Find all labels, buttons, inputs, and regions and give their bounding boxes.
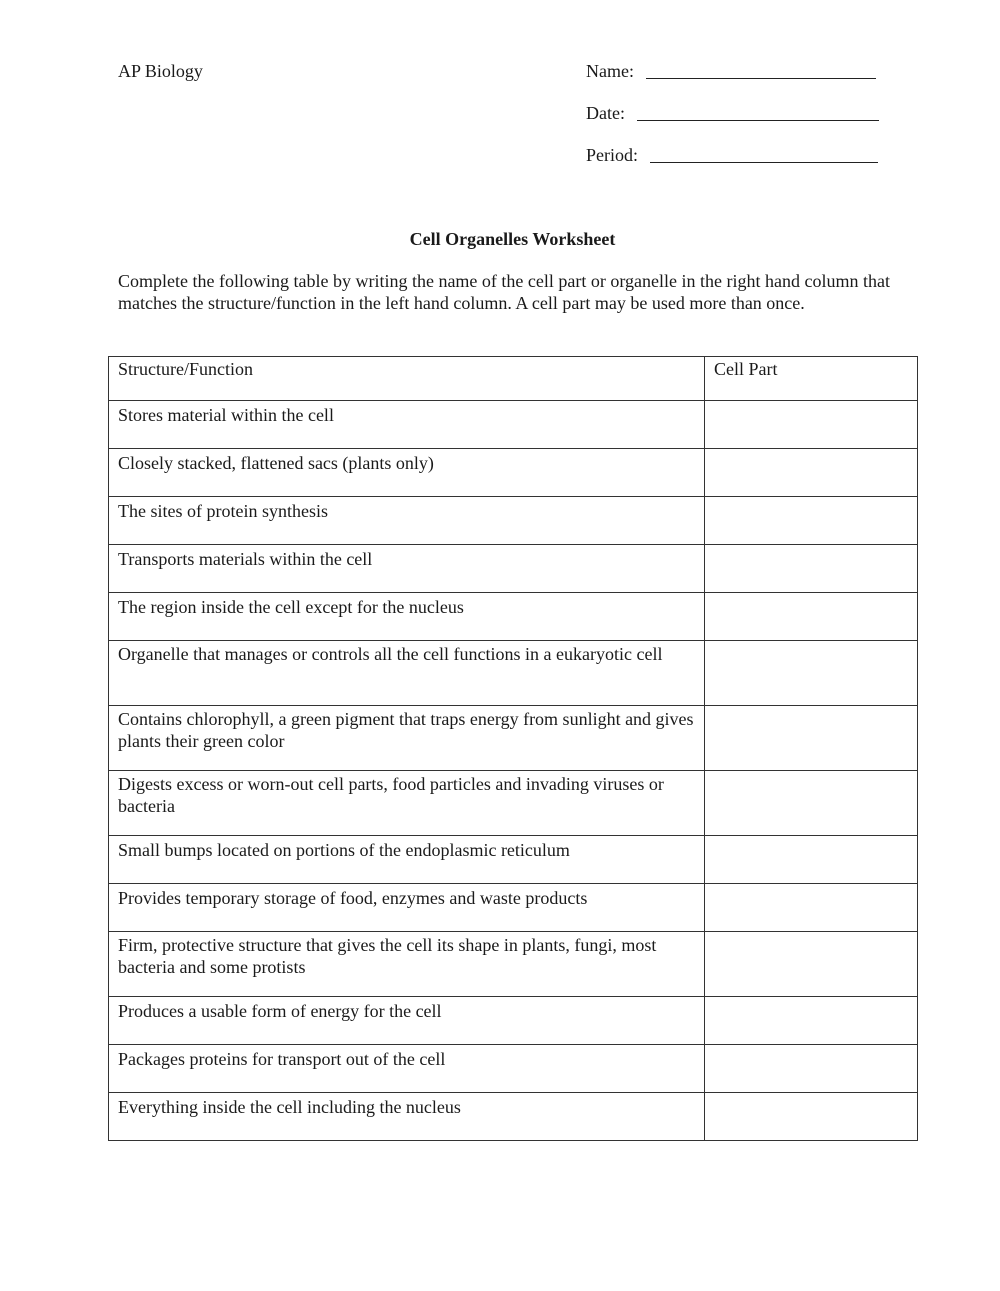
table-row	[109, 997, 918, 1045]
table-row	[109, 401, 918, 449]
cell-part-answer[interactable]	[705, 771, 918, 836]
period-label: Period:	[586, 145, 638, 165]
instructions-text: Complete the following table by writing the name of the cell part or organelle in the right hand column that matches the structure/function in the left hand column. A cell part may be used more than once.	[118, 271, 890, 313]
date-field	[586, 102, 879, 126]
table-row	[109, 706, 918, 771]
cell-part-answer[interactable]	[705, 545, 918, 593]
name-field	[586, 60, 876, 84]
name-label: Name:	[586, 61, 634, 81]
cell-part-answer[interactable]	[705, 497, 918, 545]
structure-cell: Digests excess or worn-out cell parts, food particles and invading viruses or bacteria	[109, 771, 705, 836]
structure-cell: Packages proteins for transport out of the cell	[109, 1045, 705, 1093]
structure-cell: The sites of protein synthesis	[109, 497, 705, 545]
worksheet-title: Cell Organelles Worksheet	[409, 229, 616, 249]
column-header-cell-part: Cell Part	[705, 357, 918, 401]
cell-part-answer[interactable]	[705, 1045, 918, 1093]
table-row	[109, 593, 918, 641]
cell-part-answer[interactable]	[705, 884, 918, 932]
structure-cell: Transports materials within the cell	[109, 545, 705, 593]
column-header-structure: Structure/Function	[109, 357, 705, 401]
structure-cell: Closely stacked, flattened sacs (plants only)	[109, 449, 705, 497]
table-row	[109, 497, 918, 545]
period-field	[586, 144, 878, 168]
date-blank-line[interactable]	[637, 102, 879, 121]
table-row	[109, 1093, 918, 1141]
table-row	[109, 641, 918, 706]
cell-part-answer[interactable]	[705, 401, 918, 449]
table-header-row	[109, 357, 918, 401]
structure-cell: The region inside the cell except for the nucleus	[109, 593, 705, 641]
period-blank-line[interactable]	[650, 144, 878, 163]
table-row	[109, 1045, 918, 1093]
cell-part-answer[interactable]	[705, 641, 918, 706]
table-row	[109, 932, 918, 997]
table-row	[109, 449, 918, 497]
cell-part-answer[interactable]	[705, 1093, 918, 1141]
date-label: Date:	[586, 103, 625, 123]
cell-part-answer[interactable]	[705, 706, 918, 771]
structure-cell: Provides temporary storage of food, enzymes and waste products	[109, 884, 705, 932]
cell-part-answer[interactable]	[705, 593, 918, 641]
cell-part-answer[interactable]	[705, 932, 918, 997]
name-blank-line[interactable]	[646, 60, 876, 79]
structure-cell: Contains chlorophyll, a green pigment that traps energy from sunlight and gives plants their green color	[109, 706, 705, 771]
table-row	[109, 545, 918, 593]
table-row	[109, 884, 918, 932]
cell-part-answer[interactable]	[705, 449, 918, 497]
table-row	[109, 771, 918, 836]
cell-part-answer[interactable]	[705, 836, 918, 884]
structure-cell: Produces a usable form of energy for the cell	[109, 997, 705, 1045]
structure-cell: Firm, protective structure that gives the cell its shape in plants, fungi, most bacteria and some protists	[109, 932, 705, 997]
structure-cell: Everything inside the cell including the nucleus	[109, 1093, 705, 1141]
cell-part-answer[interactable]	[705, 997, 918, 1045]
structure-cell: Organelle that manages or controls all the cell functions in a eukaryotic cell	[109, 641, 705, 706]
table-row	[109, 836, 918, 884]
organelle-table	[108, 356, 918, 1141]
course-label: AP Biology	[118, 61, 203, 81]
structure-cell: Small bumps located on portions of the endoplasmic reticulum	[109, 836, 705, 884]
structure-cell: Stores material within the cell	[109, 401, 705, 449]
